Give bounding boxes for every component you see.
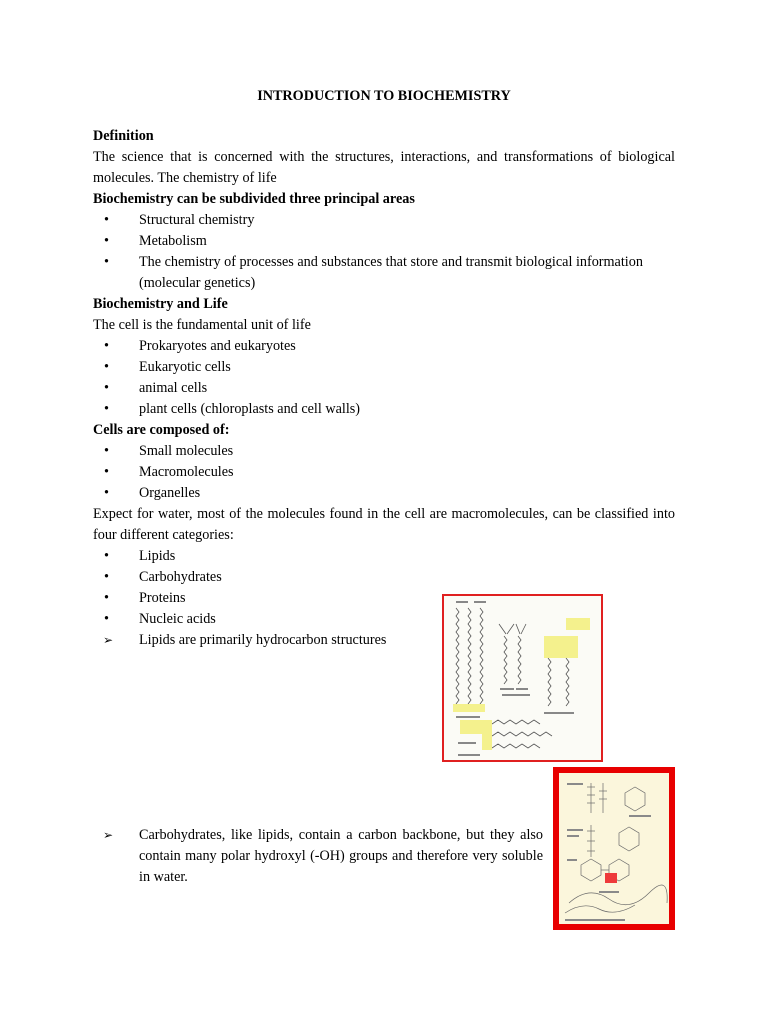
composed-heading: Cells are composed of:	[93, 422, 230, 438]
life-heading: Biochemistry and Life	[93, 296, 228, 312]
list-item: • animal cells	[93, 378, 675, 399]
life-text: The cell is the fundamental unit of life	[93, 317, 311, 333]
list-item: • Organelles	[93, 483, 675, 504]
life-list	[93, 336, 675, 420]
list-item: • Carbohydrates	[93, 567, 675, 588]
list-item: • Metabolism	[93, 231, 675, 252]
lipid-structures-diagram	[444, 596, 601, 760]
lipid-structures-figure	[442, 594, 603, 762]
list-item: • Eukaryotic cells	[93, 357, 675, 378]
list-item: • The chemistry of processes and substances that store and transmit biological information (molecular genetics)	[93, 252, 675, 294]
list-item: • Small molecules	[93, 441, 675, 462]
document-body	[93, 126, 675, 651]
lipids-note: ➢ Lipids are primarily hydrocarbon structures	[93, 630, 675, 651]
carbohydrates-note: ➢ Carbohydrates, like lipids, contain a carbon backbone, but they also contain many polar hydroxyl (-OH) groups and therefore very soluble in water.	[93, 825, 543, 888]
page-title: INTRODUCTION TO BIOCHEMISTRY	[257, 88, 511, 104]
composed-list	[93, 441, 675, 504]
list-item: • Lipids	[93, 546, 675, 567]
carbohydrate-structures-diagram	[559, 773, 669, 924]
areas-list	[93, 210, 675, 294]
list-item: • Structural chemistry	[93, 210, 675, 231]
definition-heading: Definition	[93, 128, 154, 144]
carbohydrates-note-block	[93, 825, 543, 888]
list-item: • Prokaryotes and eukaryotes	[93, 336, 675, 357]
list-item: • Nucleic acids	[93, 609, 675, 630]
list-item: • Proteins	[93, 588, 675, 609]
carbohydrate-structures-figure	[553, 767, 675, 930]
areas-heading: Biochemistry can be subdivided three principal areas	[93, 191, 415, 207]
water-text: Expect for water, most of the molecules found in the cell are macromolecules, can be classified into four different categories:	[93, 506, 675, 543]
list-item: • Macromolecules	[93, 462, 675, 483]
definition-text: The science that is concerned with the structures, interactions, and transformations of biological molecules. The chemistry of life	[93, 149, 675, 186]
list-item: • plant cells (chloroplasts and cell walls)	[93, 399, 675, 420]
